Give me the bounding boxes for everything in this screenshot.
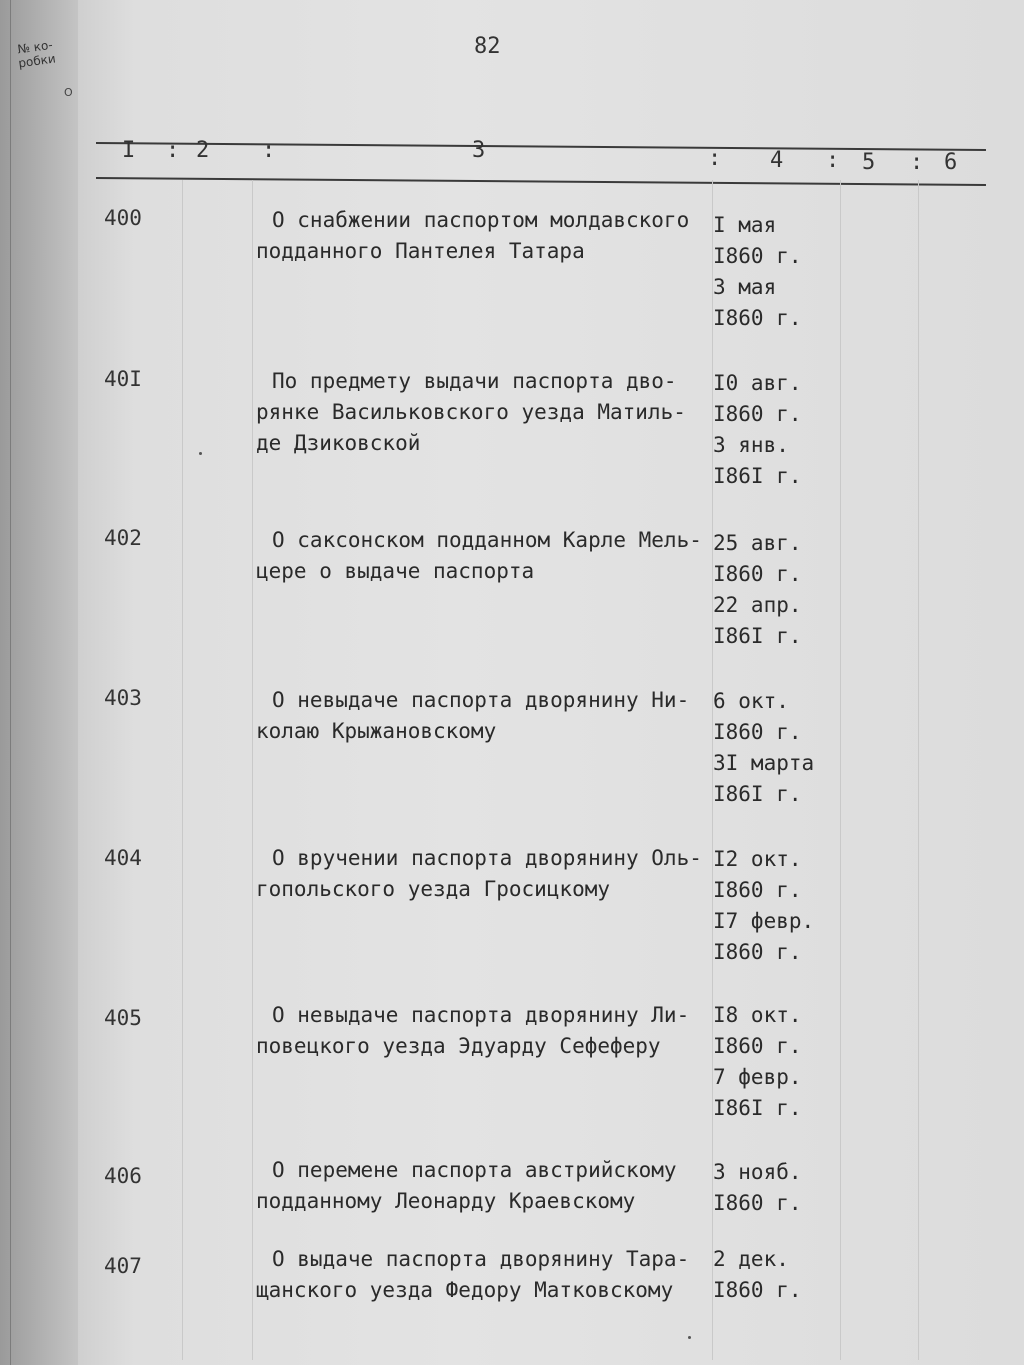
column-separator: : (262, 138, 276, 163)
entry-date-line: I86I г. (713, 464, 802, 488)
entry-date-line: 2 дек. (713, 1247, 789, 1271)
entry-date-line: I86I г. (713, 782, 802, 806)
column-separator: : (166, 138, 180, 163)
entry-date-line: I860 г. (713, 244, 802, 268)
entry-dates (713, 844, 814, 968)
entry-number: 407 (104, 1254, 142, 1278)
entry-number: 40I (104, 367, 142, 391)
column-number-3: 3 (472, 138, 486, 163)
entry-date-line: I860 г. (713, 402, 802, 426)
entry-title (256, 525, 716, 587)
entry-title (256, 1000, 716, 1062)
entry-date-line: I2 окт. (713, 847, 802, 871)
entry-date-line: I860 г. (713, 720, 802, 744)
entry-title (256, 685, 716, 747)
entry-title (256, 1244, 716, 1306)
entry-title-line: О саксонском подданном Карле Мель- (272, 528, 702, 552)
entry-title-line: О невыдаче паспорта дворянину Ли- (272, 1003, 690, 1027)
column-separator: : (910, 150, 924, 175)
entry-title-line: рянке Васильковского уезда Матиль- (256, 400, 686, 424)
entry-date-line: I860 г. (713, 562, 802, 586)
entry-number: 400 (104, 206, 142, 230)
entry-dates (713, 1157, 802, 1219)
entry-title-line: О невыдаче паспорта дворянину Ни- (272, 688, 690, 712)
entry-title-line: гопольского уезда Гросицкому (256, 877, 611, 901)
entry-title (256, 205, 716, 267)
column-guide-line (252, 180, 253, 1360)
column-guide-line (918, 180, 919, 1360)
entry-date-line: I860 г. (713, 1191, 802, 1215)
entry-title-line: де Дзиковской (256, 431, 421, 455)
entry-title (256, 843, 716, 905)
entry-title-line: О выдаче паспорта дворянину Тара- (272, 1247, 690, 1271)
ink-speck (688, 1336, 691, 1339)
column-number-row (0, 138, 1024, 178)
entry-date-line: 3I марта (713, 751, 815, 775)
entry-date-line: I860 г. (713, 306, 802, 330)
prev-page-column-line (10, 0, 11, 1365)
entry-title-line: подданному Леонарду Краевскому (256, 1189, 636, 1213)
column-guide-line (182, 180, 183, 1360)
prev-page-mark: О (64, 86, 73, 99)
entry-date-line: 3 мая (713, 275, 777, 299)
column-number-1: I (122, 138, 136, 163)
entry-date-line: I86I г. (713, 624, 802, 648)
entry-date-line: I86I г. (713, 1096, 802, 1120)
entry-dates (713, 686, 814, 810)
entry-date-line: I860 г. (713, 1034, 802, 1058)
entry-dates (713, 1000, 802, 1124)
entry-dates (713, 528, 802, 652)
entry-title-line: О вручении паспорта дворянину Оль- (272, 846, 702, 870)
entry-date-line: I мая (713, 213, 777, 237)
entry-date-line: 3 нояб. (713, 1160, 802, 1184)
entry-title-line: О снабжении паспортом молдавского (272, 208, 690, 232)
entry-title-line: колаю Крыжановскому (256, 719, 497, 743)
entry-date-line: I860 г. (713, 1278, 802, 1302)
column-number-5: 5 (862, 150, 876, 175)
page-number: 82 (474, 34, 501, 59)
entry-date-line: I8 окт. (713, 1003, 802, 1027)
entry-dates (713, 210, 802, 334)
entry-title (256, 1155, 716, 1217)
entry-date-line: I7 февр. (713, 909, 815, 933)
prev-page-box-label: № ко- робки (16, 37, 57, 71)
column-separator: : (708, 146, 722, 171)
entry-title-line: О перемене паспорта австрийскому (272, 1158, 677, 1182)
column-number-4: 4 (770, 148, 784, 173)
entry-number: 402 (104, 526, 142, 550)
column-guide-line (840, 180, 841, 1360)
entry-date-line: 6 окт. (713, 689, 789, 713)
entry-title-line: По предмету выдачи паспорта дво- (272, 369, 677, 393)
entry-number: 404 (104, 846, 142, 870)
entry-date-line: 22 апр. (713, 593, 802, 617)
entry-dates (713, 368, 802, 492)
entry-date-line: 25 авг. (713, 531, 802, 555)
entry-date-line: I0 авг. (713, 371, 802, 395)
entry-date-line: I860 г. (713, 878, 802, 902)
entry-date-line: 7 февр. (713, 1065, 802, 1089)
entry-number: 405 (104, 1006, 142, 1030)
entry-number: 406 (104, 1164, 142, 1188)
entry-title-line: подданного Пантелея Татара (256, 239, 585, 263)
entry-title-line: щанского уезда Федору Матковскому (256, 1278, 674, 1302)
entry-title-line: повецкого уезда Эдуарду Сефеферу (256, 1034, 661, 1058)
entry-date-line: 3 янв. (713, 433, 789, 457)
column-separator: : (826, 148, 840, 173)
entry-title-line: цере о выдаче паспорта (256, 559, 535, 583)
entry-number: 403 (104, 686, 142, 710)
entry-dates (713, 1244, 802, 1306)
bleed-through-header (118, 95, 978, 135)
entry-date-line: I860 г. (713, 940, 802, 964)
previous-page-strip (0, 0, 79, 1365)
column-number-6: 6 (944, 150, 958, 175)
entry-title (256, 366, 716, 459)
ink-speck (199, 452, 202, 455)
column-number-2: 2 (196, 138, 210, 163)
